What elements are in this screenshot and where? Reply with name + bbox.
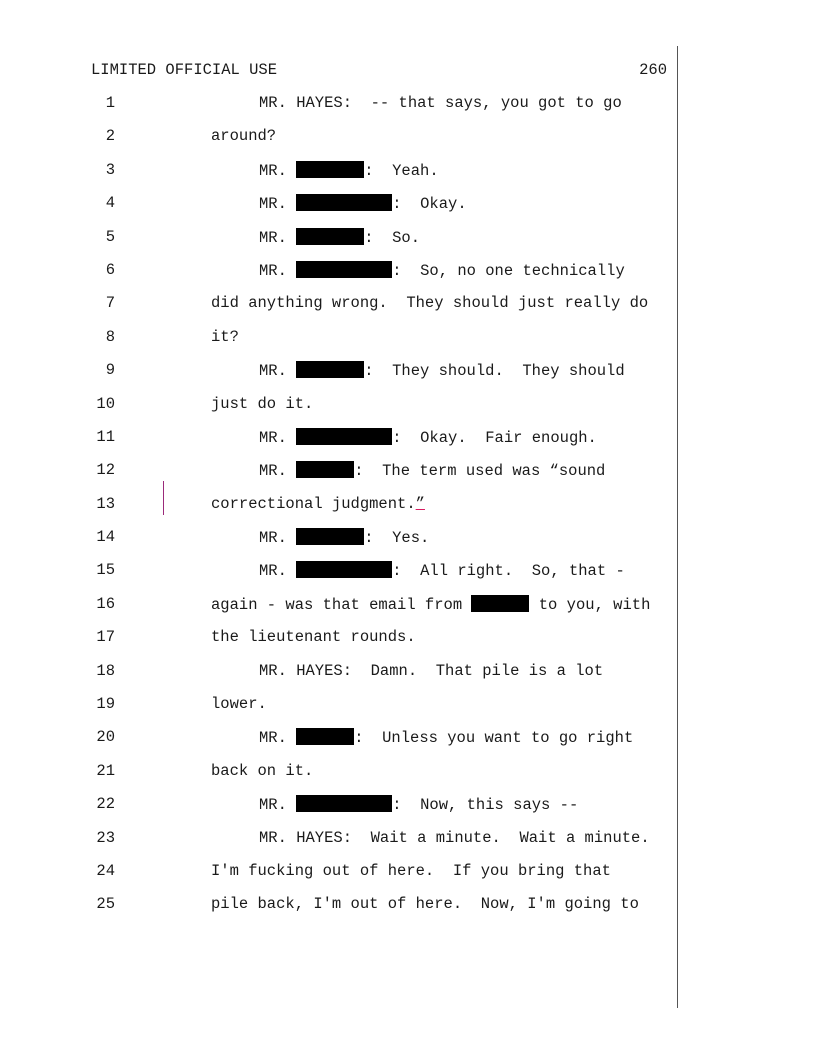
line-text: MR. : All right. So, that - [259, 562, 625, 581]
line-number: 15 [96, 561, 115, 580]
line-text: again - was that email from to you, with [211, 595, 651, 614]
line-text: MR. HAYES: -- that says, you got to go [259, 94, 622, 112]
line-number: 11 [96, 427, 115, 446]
transcript-line [0, 428, 816, 461]
line-text: MR. : So. [259, 228, 421, 247]
line-number: 14 [96, 528, 115, 547]
line-text: MR. HAYES: Damn. That pile is a lot [259, 661, 604, 680]
transcript-line [0, 662, 816, 695]
redaction-box [296, 461, 354, 478]
line-number: 16 [96, 594, 115, 613]
transcript-line [0, 561, 816, 594]
line-text: around? [211, 127, 277, 146]
transcript-line [0, 261, 816, 294]
line-text: MR. : Yes. [259, 529, 430, 548]
line-text: MR. : Now, this says -- [259, 796, 579, 815]
line-text: I'm fucking out of here. If you bring that [211, 861, 611, 880]
transcript-line [0, 728, 816, 761]
transcript-line [0, 361, 816, 394]
line-text: correctional judgment.” [211, 494, 425, 513]
transcript-line [0, 127, 816, 160]
transcript-line [0, 294, 816, 327]
redaction-box [296, 561, 392, 578]
redaction-box [296, 161, 364, 178]
redaction-box [296, 361, 364, 378]
line-number: 25 [96, 895, 115, 914]
line-text: MR. : Okay. [259, 195, 467, 214]
line-text: pile back, I'm out of here. Now, I'm going to [211, 895, 639, 914]
transcript-line [0, 94, 816, 127]
line-text: did anything wrong. They should just really do [211, 294, 649, 313]
line-text: MR. : So, no one technically [259, 261, 625, 280]
line-number: 24 [96, 861, 115, 880]
line-text: the lieutenant rounds. [211, 628, 416, 647]
transcript-line [0, 595, 816, 628]
transcript-body [0, 94, 816, 929]
transcript-line [0, 829, 816, 862]
redaction-box [296, 228, 364, 245]
redaction-box [296, 795, 392, 812]
line-text: MR. : Yeah. [259, 161, 439, 180]
transcript-line [0, 895, 816, 928]
transcript-line [0, 495, 816, 528]
redaction-box [296, 428, 392, 445]
line-number: 18 [96, 661, 115, 680]
line-number: 12 [96, 461, 115, 480]
line-text: MR. : Okay. Fair enough. [259, 428, 597, 447]
page-number: 260 [639, 61, 667, 79]
line-text: back on it. [211, 761, 314, 780]
line-text: MR. : The term used was “sound [259, 462, 606, 481]
line-number: 10 [96, 394, 115, 413]
transcript-line [0, 328, 816, 361]
line-text: MR. : Unless you want to go right [259, 729, 634, 748]
line-number: 1 [105, 94, 115, 112]
line-number: 23 [96, 828, 115, 847]
line-text: it? [211, 327, 239, 346]
line-number: 6 [105, 260, 115, 279]
transcript-line [0, 695, 816, 728]
tracked-change-quote: ” [415, 494, 425, 513]
transcript-line [0, 762, 816, 795]
transcript-line [0, 628, 816, 661]
line-number: 22 [96, 795, 115, 814]
line-number: 2 [105, 127, 115, 146]
line-number: 17 [96, 628, 115, 647]
redaction-box [471, 595, 529, 612]
transcript-line [0, 395, 816, 428]
line-text: MR. : They should. They should [259, 362, 625, 381]
redaction-box [296, 194, 392, 211]
transcript-line [0, 228, 816, 261]
transcript-line [0, 161, 816, 194]
line-text: lower. [211, 695, 267, 714]
line-number: 7 [105, 294, 115, 313]
transcript-line [0, 862, 816, 895]
classification-label: LIMITED OFFICIAL USE [91, 61, 278, 79]
redaction-box [296, 261, 392, 278]
line-number: 19 [96, 695, 115, 714]
redaction-box [296, 728, 354, 745]
line-number: 3 [105, 160, 115, 179]
transcript-line [0, 461, 816, 494]
transcript-line [0, 795, 816, 828]
line-number: 8 [105, 327, 115, 346]
line-text: MR. HAYES: Wait a minute. Wait a minute. [259, 828, 650, 847]
line-number: 21 [96, 761, 115, 780]
line-number: 9 [105, 361, 115, 380]
transcript-line [0, 194, 816, 227]
transcript-line [0, 528, 816, 561]
line-number: 13 [96, 494, 115, 513]
line-text: just do it. [211, 394, 314, 413]
page-header [91, 61, 667, 81]
redaction-box [296, 528, 364, 545]
line-number: 5 [105, 227, 115, 246]
line-number: 20 [96, 728, 115, 747]
line-number: 4 [105, 194, 115, 213]
